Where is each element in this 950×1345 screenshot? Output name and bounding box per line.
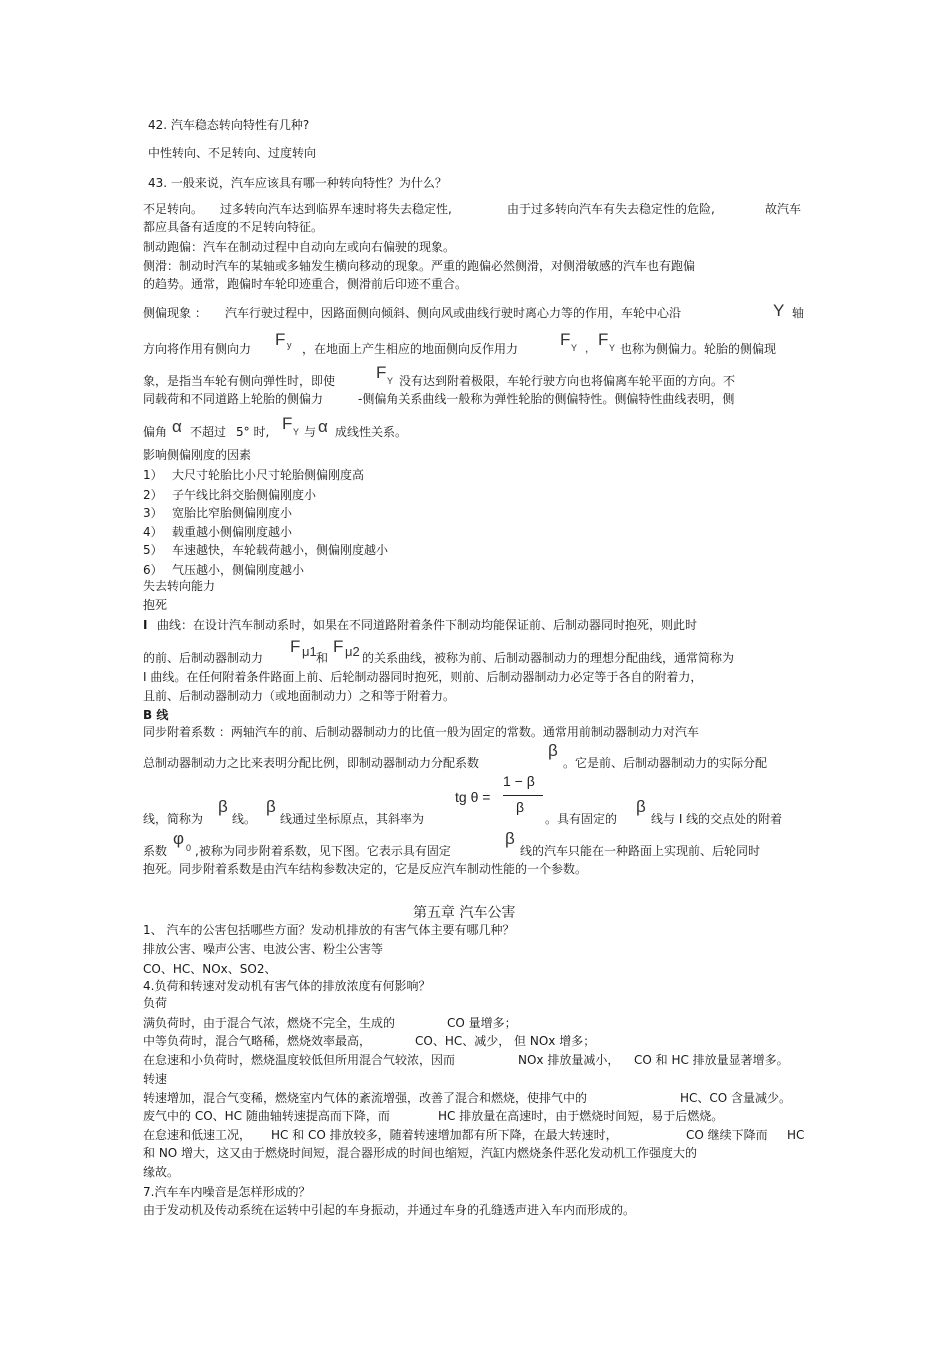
side-line5c: 5° 时, bbox=[236, 425, 270, 439]
factor-5-text: 车速越快，车轮载荷越小，侧偏刚度越小 bbox=[172, 543, 389, 557]
symbol-Y-sub-2: Y bbox=[609, 343, 616, 353]
q42-title: 42. 汽车稳态转向特性有几种? bbox=[148, 118, 310, 132]
symbol-Fy: F bbox=[275, 330, 286, 349]
factor-6-num: 6） bbox=[143, 563, 163, 577]
icurve-line1a: I bbox=[143, 618, 148, 632]
factor-5-num: 5） bbox=[143, 543, 163, 557]
icurve-line2a: 的前、后制动器制动力 bbox=[143, 651, 264, 665]
formula-tg-theta: tg θ = bbox=[455, 789, 491, 805]
symbol-FY-3: F bbox=[376, 363, 387, 382]
bline-line2a: 总制动器制动力之比来表明分配比例，即制动器制动力分配系数 bbox=[143, 756, 480, 770]
p1-line4: 侧滑：制动时汽车的某轴或多轴发生横向移动的现象。严重的跑偏必然侧滑，对侧滑敏感的汽车也有跑偏 bbox=[143, 259, 696, 273]
symbol-Y-sub-4: Y bbox=[293, 427, 300, 437]
factor-6-text: 气压越小，侧偏刚度越小 bbox=[172, 563, 305, 577]
icurve-line4: 且前、后制动器制动力（或地面制动力）之和等于附着力。 bbox=[143, 689, 456, 703]
p1-line1a: 不足转向。 bbox=[143, 202, 204, 216]
symbol-beta-5: β bbox=[505, 829, 515, 848]
factors-after-2: 抱死 bbox=[143, 598, 168, 612]
factor-2-text: 子午线比斜交胎侧偏刚度小 bbox=[172, 488, 317, 502]
ch5-q7: 7.汽车车内噪音是怎样形成的？ bbox=[143, 1185, 311, 1199]
bline-line4b: ,被称为同步附着系数，见下图。它表示具有固定 bbox=[195, 844, 451, 858]
bline-line3a: 线，简称为 bbox=[143, 812, 204, 826]
icurve-line2c: 的关系曲线，被称为前、后制动器制动力的理想分配曲线，通常简称为 bbox=[362, 651, 735, 665]
ch5-load-line2b: CO、HC、减少， 但 NOx 增多； bbox=[415, 1034, 596, 1048]
bline-line3e: 线与 I 线的交点处的附着 bbox=[651, 812, 783, 826]
icurve-line1b: 曲线：在设计汽车制动系时，如果在不同道路附着条件下制动均能保证前、后制动器同时抱死，则此时 bbox=[157, 618, 698, 632]
bline-line3c: 线通过坐标原点，其斜率为 bbox=[280, 812, 425, 826]
factors-after-1: 失去转向能力 bbox=[143, 579, 216, 593]
factor-1-num: 1） bbox=[143, 468, 163, 482]
side-line4a: 同载荷和不同道路上轮胎的侧偏力 bbox=[143, 392, 324, 406]
q43-title: 43. 一般来说，汽车应该具有哪一种转向特性？为什么？ bbox=[148, 176, 447, 190]
ch5-load-heading: 负荷 bbox=[143, 996, 168, 1010]
ch5-speed-line3b: HC 和 CO 排放较多，随着转速增加都有所下降，在最大转速时， bbox=[271, 1128, 618, 1142]
ch5-q1: 1、 汽车的公害包括哪些方面？发动机排放的有害气体主要有哪几种？ bbox=[143, 923, 515, 937]
ch5-a7: 由于发动机及传动系统在运转中引起的车身振动，并通过车身的孔缝透声进入车内而形成的。 bbox=[143, 1203, 636, 1217]
ch5-speed-line2b: HC 排放量在高速时，由于燃烧时间短，易于后燃烧。 bbox=[438, 1109, 724, 1123]
ch5-speed-line3c: CO 继续下降而 bbox=[686, 1128, 768, 1142]
symbol-beta-3: β bbox=[266, 797, 276, 816]
side-line1c: 轴 bbox=[792, 306, 805, 320]
symbol-alpha-2: α bbox=[318, 417, 328, 436]
icurve-line3: I 曲线。在任何附着条件路面上前、后轮制动器同时抱死，则前、后制动器制动力必定等于各自的附着力， bbox=[143, 670, 703, 684]
symbol-FY-1: F bbox=[560, 330, 571, 349]
symbol-mu1-sub: μ1 bbox=[302, 644, 317, 659]
bline-line2b: 。它是前、后制动器制动力的实际分配 bbox=[563, 756, 768, 770]
symbol-beta-4: β bbox=[636, 797, 646, 816]
symbol-Y-sub-1: Y bbox=[571, 343, 578, 353]
p1-line5: 的趋势。通常，跑偏时车轮印迹重合，侧滑前后印迹不重合。 bbox=[143, 277, 468, 291]
p1-line1b: 过多转向汽车达到临界车速时将失去稳定性, bbox=[220, 202, 452, 216]
ch5-speed-heading: 转速 bbox=[143, 1072, 168, 1086]
formula-denominator: β bbox=[516, 799, 525, 815]
ch5-speed-line3d: HC bbox=[787, 1128, 805, 1142]
symbol-FY-2: F bbox=[598, 330, 609, 349]
chapter5-title: 第五章 汽车公害 bbox=[413, 905, 516, 921]
factor-4-text: 载重越小侧偏刚度越小 bbox=[172, 525, 293, 539]
side-line4b: -侧偏角关系曲线一般称为弹性轮胎的侧偏特性。侧偏特性曲线表明，侧 bbox=[358, 392, 735, 406]
symbol-comma: , bbox=[585, 341, 589, 355]
side-line2a: 方向将作用有侧向力 bbox=[143, 342, 252, 356]
ch5-load-line1b: CO 量增多； bbox=[447, 1016, 517, 1030]
factor-4-num: 4） bbox=[143, 525, 163, 539]
side-line5a: 偏角 bbox=[143, 425, 168, 439]
ch5-speed-line1a: 转速增加，混合气变稀，燃烧室内气体的紊流增强，改善了混合和燃烧，使排气中的 bbox=[143, 1091, 588, 1105]
factor-2-num: 2） bbox=[143, 488, 163, 502]
symbol-Y: Y bbox=[773, 301, 785, 320]
side-line2b: ，在地面上产生相应的地面侧向反作用力 bbox=[302, 342, 519, 356]
ch5-speed-line5: 缘故。 bbox=[143, 1165, 180, 1179]
q42-answer: 中性转向、不足转向、过度转向 bbox=[148, 146, 317, 160]
formula-numerator: 1 − β bbox=[503, 773, 535, 789]
ch5-speed-line4: 和 NO 增大，这又由于燃烧时间短，混合器形成的时间也缩短，汽缸内燃烧条件恶化发动机工作强度大的 bbox=[143, 1146, 698, 1160]
symbol-F-mu1: F bbox=[290, 637, 301, 656]
symbol-F-mu2: F bbox=[333, 637, 344, 656]
ch5-load-line2a: 中等负荷时，混合气略稀，燃烧效率最高， bbox=[143, 1034, 372, 1048]
ch5-load-line3a: 在怠速和小负荷时，燃烧温度较低但所用混合气较浓，因而 bbox=[143, 1053, 456, 1067]
side-line2c: 也称为侧偏力。轮胎的侧偏现 bbox=[620, 342, 777, 356]
side-line5b: 不超过 bbox=[190, 425, 227, 439]
symbol-FY-4: F bbox=[282, 414, 293, 433]
p1-line3: 制动跑偏：汽车在制动过程中自动向左或向右偏驶的现象。 bbox=[143, 240, 456, 254]
bline-line3d: 。具有固定的 bbox=[545, 812, 618, 826]
bline-line5: 抱死。同步附着系数是由汽车结构参数决定的，它是反应汽车制动性能的一个参数。 bbox=[143, 862, 588, 876]
factor-3-text: 宽胎比窄胎侧偏刚度小 bbox=[172, 506, 293, 520]
icurve-line2b: 和 bbox=[316, 651, 329, 665]
symbol-y-sub: y bbox=[287, 340, 292, 350]
side-line1a: 侧偏现象 ： bbox=[143, 306, 207, 320]
ch5-speed-line2a: 废气中的 CO、HC 随曲轴转速提高而下降，而 bbox=[143, 1109, 390, 1123]
bline-title: B 线 bbox=[143, 708, 169, 722]
ch5-speed-line1b: HC、CO 含量减少。 bbox=[680, 1091, 792, 1105]
symbol-beta-2: β bbox=[218, 797, 228, 816]
bline-line3b: 线。 bbox=[232, 812, 257, 826]
ch5-load-line3c: CO 和 HC 排放量显著增多。 bbox=[634, 1053, 789, 1067]
ch5-q4: 4.负荷和转速对发动机有害气体的排放浓度有何影响？ bbox=[143, 979, 431, 993]
p1-line2: 都应具备有适度的不足转向特征。 bbox=[143, 220, 324, 234]
p1-line1c: 由于过多转向汽车有失去稳定性的危险, bbox=[507, 202, 715, 216]
symbol-phi: φ bbox=[173, 829, 185, 848]
bline-line1: 同步附着系数 ：两轴汽车的前、后制动器制动力的比值一般为固定的常数。通常用前制动器制动力对汽车 bbox=[143, 725, 699, 739]
ch5-load-line3b: NOx 排放量减小， bbox=[518, 1053, 620, 1067]
side-line1b: 汽车行驶过程中，因路面侧向倾斜、侧向风或曲线行驶时离心力等的作用，车轮中心沿 bbox=[225, 306, 682, 320]
formula-fraction-bar bbox=[503, 795, 543, 796]
factors-title: 影响侧偏刚度的因素 bbox=[143, 448, 252, 462]
symbol-mu2-sub: μ2 bbox=[345, 644, 360, 659]
side-line3a: 象，是指当车轮有侧向弹性时，即使 bbox=[143, 374, 336, 388]
symbol-Y-sub-3: Y bbox=[387, 376, 394, 386]
side-line5e: 成线性关系。 bbox=[335, 425, 408, 439]
ch5-a1b: CO、HC、NOx、SO2、 bbox=[143, 962, 277, 976]
factor-1-text: 大尺寸轮胎比小尺寸轮胎侧偏刚度高 bbox=[172, 468, 365, 482]
symbol-beta-1: β bbox=[548, 741, 558, 760]
bline-line4c: 线的汽车只能在一种路面上实现前、后轮同时 bbox=[520, 844, 761, 858]
p1-line1d: 故汽车 bbox=[765, 202, 802, 216]
factor-3-num: 3） bbox=[143, 506, 163, 520]
ch5-load-line1a: 满负荷时，由于混合气浓，燃烧不完全，生成的 bbox=[143, 1016, 396, 1030]
side-line3b: 没有达到附着极限，车轮行驶方向也将偏离车轮平面的方向。不 bbox=[399, 374, 736, 388]
ch5-speed-line3a: 在怠速和低速工况， bbox=[143, 1128, 252, 1142]
side-line5d: 与 bbox=[304, 425, 317, 439]
bline-line4a: 系数 bbox=[143, 844, 168, 858]
symbol-alpha-1: α bbox=[172, 417, 182, 436]
symbol-zero-sub: 0 bbox=[186, 843, 192, 853]
ch5-a1a: 排放公害、噪声公害、电波公害、粉尘公害等 bbox=[143, 942, 384, 956]
